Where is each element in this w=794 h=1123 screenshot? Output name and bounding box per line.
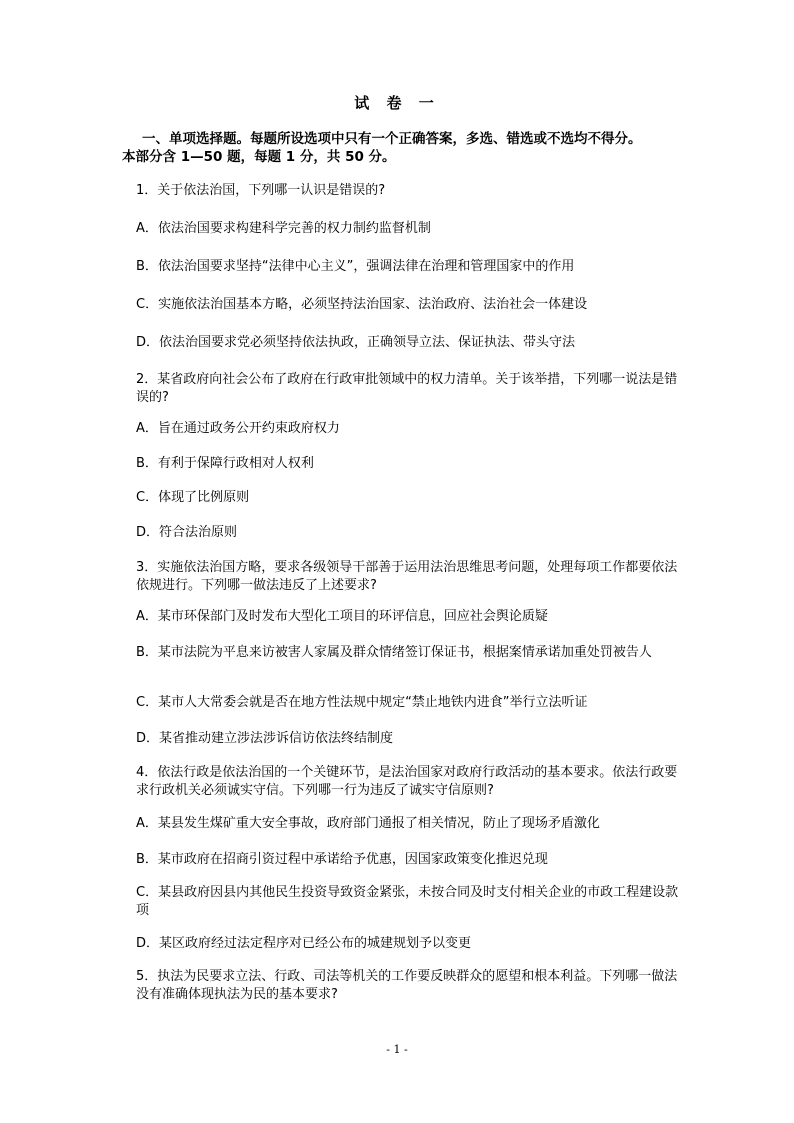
question-1-option-c: C．实施依法治国基本方略，必须坚持法治国家、法治政府、法治社会一体建设 [136,297,588,312]
question-4-stem: 4．依法行政是依法治国的一个关键环节，是法治国家对政府行政活动的基本要求。依法行政要求行政机关必须诚实守信。下列哪一行为违反了诚实守信原则? [136,765,678,798]
question-3-option-b: B．某市法院为平息来访被害人家属及群众情绪签订保证书，根据案情承诺加重处罚被告人 [136,645,652,660]
question-1-option-d: D．依法治国要求党必须坚持依法执政，正确领导立法、保证执法、带头守法 [136,335,576,350]
question-1-option-b: B．依法治国要求坚持“法律中心主义”，强调法律在治理和管理国家中的作用 [136,259,575,274]
question-3-stem: 3．实施依法治国方略，要求各级领导干部善于运用法治思维思考问题，处理每项工作都要依法依规进行。下列哪一做法违反了上述要求? [136,560,678,593]
page-number: - 1 - [386,1043,408,1056]
question-2-stem: 2．某省政府向社会公布了政府在行政审批领域中的权力清单。关于该举措，下列哪一说法是错误的? [136,372,678,405]
question-2-option-b: B．有利于保障行政相对人权利 [136,456,314,471]
question-1-option-a: A．依法治国要求构建科学完善的权力制约监督机制 [136,221,431,236]
section-heading-line-2: 本部分含 1—50 题，每题 1 分，共 50 分。 [122,149,396,165]
section-heading [122,130,682,166]
page-title: 试 卷 一 [354,94,440,112]
question-2-option-d: D．符合法治原则 [136,525,238,540]
question-4-option-c: C．某县政府因县内其他民生投资导致资金紧张，未按合同及时支付相关企业的市政工程建设款项 [136,885,679,918]
question-4-option-b: B．某市政府在招商引资过程中承诺给予优惠，因国家政策变化推迟兑现 [136,852,548,867]
question-5-stem: 5．执法为民要求立法、行政、司法等机关的工作要反映群众的愿望和根本利益。下列哪一做法没有准确体现执法为民的基本要求? [136,969,678,1002]
question-4-option-d: D．某区政府经过法定程序对已经公布的城建规划予以变更 [136,936,472,951]
question-3-option-d: D．某省推动建立涉法涉诉信访依法终结制度 [136,731,394,746]
question-3-option-a: A．某市环保部门及时发布大型化工项目的环评信息，回应社会舆论质疑 [136,609,548,624]
question-1-stem: 1．关于依法治国，下列哪一认识是错误的? [136,183,386,198]
question-2-option-c: C．体现了比例原则 [136,490,250,505]
question-4-option-a: A．某县发生煤矿重大安全事故，政府部门通报了相关情况，防止了现场矛盾激化 [136,816,600,831]
section-heading-line-1: 一、单项选择题。每题所设选项中只有一个正确答案，多选、错选或不选均不得分。 [142,131,642,147]
question-3-option-c: C．某市人大常委会就是否在地方性法规中规定“禁止地铁内进食”举行立法听证 [136,695,588,710]
question-2-option-a: A．旨在通过政务公开约束政府权力 [136,421,340,436]
